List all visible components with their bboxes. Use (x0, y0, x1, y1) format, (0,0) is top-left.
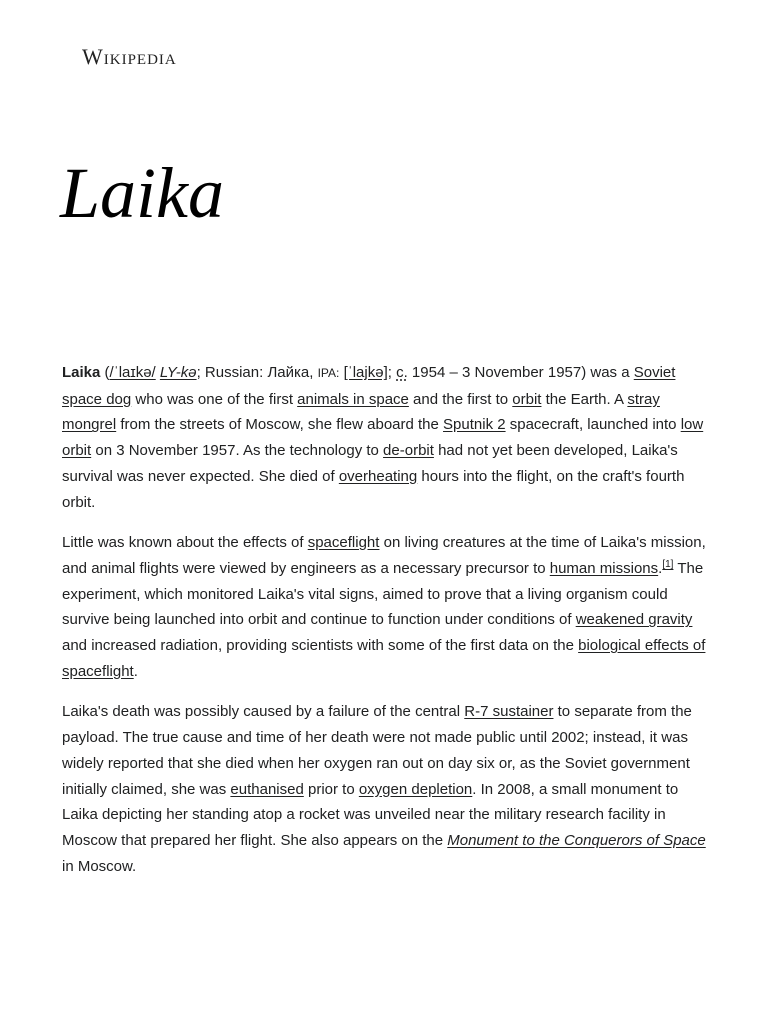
text: . (658, 559, 663, 577)
article-content (62, 360, 710, 894)
circa-abbr: c. (396, 364, 408, 381)
respelling-link[interactable]: LY-kə (159, 364, 197, 381)
text: The experiment, which monitored Laika's vital signs, aimed to prove that a living organism could survive being launched into orbit and continue to function under conditions of (62, 559, 704, 629)
text: from the streets of Moscow, she flew aboard the (116, 416, 444, 434)
text: had not yet been developed, Laika's survival was never expected. She died of (62, 442, 678, 485)
link-oxygen-depletion[interactable]: oxygen depletion (358, 780, 473, 798)
ipa-label-link[interactable]: IPA: (317, 366, 340, 380)
text: and the first to (408, 390, 513, 408)
reference-1-link[interactable]: [1] (662, 558, 674, 570)
link-low-orbit[interactable]: low orbit (62, 416, 704, 460)
ipa-russian-link[interactable]: [ˈlajkə] (343, 364, 388, 381)
text: . (133, 662, 138, 680)
link-euthanised[interactable]: euthanised (230, 780, 304, 798)
ipa-pronunciation-link[interactable]: /ˈlaɪkə/ (109, 364, 156, 381)
link-animals-in-space[interactable]: animals in space (297, 390, 409, 408)
text: hours into the flight, on the craft's fourth orbit. (62, 467, 685, 511)
text: and increased radiation, providing scientists with some of the first data on the (62, 637, 579, 655)
text: Little was known about the effects of (62, 534, 308, 552)
text: 1954 – 3 November 1957) was a (407, 364, 634, 381)
text: who was one of the first (131, 390, 298, 408)
link-stray[interactable]: stray (627, 390, 660, 408)
text: prior to (303, 780, 359, 798)
link-overheating[interactable]: overheating (338, 467, 418, 485)
text: in Moscow. (62, 857, 137, 875)
link-spaceflight[interactable]: spaceflight (307, 534, 380, 552)
paragraph-1 (62, 360, 710, 515)
text: ; Russian: Лайка, (196, 364, 318, 381)
text: Laika's death was possibly caused by a failure of the central (62, 703, 465, 721)
text: on living creatures at the time of Laika's mission, and animal flights were viewed by engineers as a necessary precursor to (62, 534, 706, 577)
link-monument-conquerors-of-space[interactable]: Monument to the Conquerors of Space (447, 831, 706, 849)
text: the Earth. A (541, 390, 628, 408)
link-soviet-space-dog[interactable]: Soviet space dog (62, 364, 676, 408)
link-orbit[interactable]: orbit (512, 390, 542, 408)
text: ( (100, 364, 110, 381)
bold-subject: Laika (62, 364, 101, 381)
link-sputnik-2[interactable]: Sputnik 2 (443, 416, 506, 434)
page-title: Laika (60, 153, 225, 233)
text: on 3 November 1957. As the technology to (91, 442, 384, 460)
link-human-missions[interactable]: human missions (549, 559, 659, 577)
paragraph-2 (62, 530, 710, 684)
wikipedia-logo[interactable]: Wikipedia (82, 44, 177, 69)
link-mongrel[interactable]: mongrel (62, 416, 117, 434)
text: ; (387, 364, 397, 381)
text: . In 2008, a small monument to Laika depicting her standing atop a rocket was unveiled near the military research facility in Moscow that prepared her flight. She also appears on the (62, 780, 679, 849)
link-biological-effects-of-spaceflight[interactable]: biological effects of spaceflight (62, 637, 706, 680)
text: to separate from the payload. The true cause and time of her death were not made public until 2002; instead, it was widely reported that she died when her oxygen ran out on day six or, as the Soviet government initially claimed, she was (62, 703, 692, 798)
link-weakened-gravity[interactable]: weakened gravity (575, 611, 693, 629)
link-r7-sustainer[interactable]: R-7 sustainer (464, 703, 554, 721)
paragraph-3 (62, 699, 710, 879)
text: spacecraft, launched into (505, 416, 681, 434)
link-de-orbit[interactable]: de-orbit (383, 442, 434, 460)
